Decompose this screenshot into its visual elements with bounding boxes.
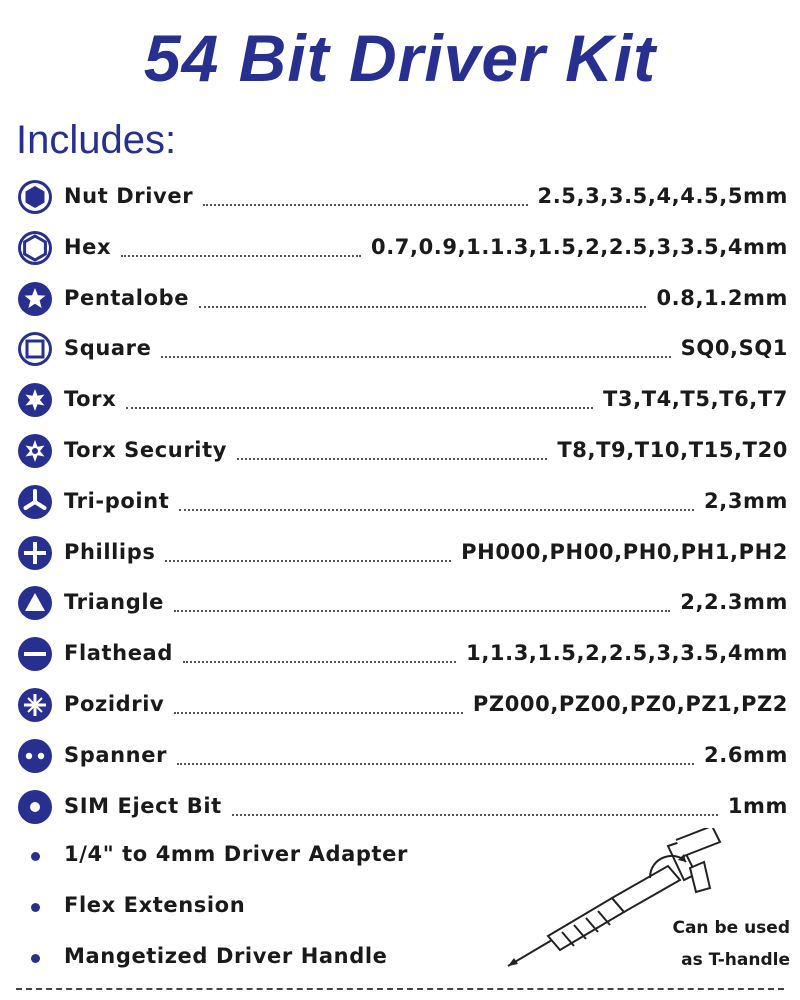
- bit-sizes: T3,T4,T5,T6,T7: [603, 387, 788, 412]
- bullet-dot-icon: [31, 852, 40, 861]
- accessory-label: Mangetized Driver Handle: [64, 944, 388, 968]
- bit-row: [0, 172, 800, 222]
- accessory-label: 1/4" to 4mm Driver Adapter: [64, 842, 408, 866]
- bit-label: Flathead: [64, 641, 173, 666]
- bit-label: Square: [64, 336, 152, 361]
- leader-dots: [165, 558, 451, 562]
- leader-dots: [174, 608, 670, 612]
- bit-row: [0, 426, 800, 476]
- bit-row: [0, 274, 800, 324]
- spanner-icon: [17, 738, 53, 774]
- bit-sizes: 2.5,3,3.5,4,4.5,5mm: [537, 184, 788, 208]
- page-title: 54 Bit Driver Kit: [143, 21, 657, 95]
- bit-label: Pozidriv: [64, 692, 165, 716]
- bit-sizes: 2.6mm: [704, 742, 788, 767]
- bit-sizes: T8,T9,T10,T15,T20: [557, 438, 788, 462]
- leader-dots: [232, 812, 718, 816]
- bit-label: Spanner: [64, 742, 168, 767]
- bit-label: Torx Security: [64, 438, 228, 462]
- bit-sizes: 1,1.3,1.5,2,2.5,3,3.5,4mm: [466, 641, 788, 666]
- bit-row: [0, 731, 800, 781]
- bit-sizes: SQ0,SQ1: [680, 336, 788, 361]
- bit-label: SIM Eject Bit: [64, 793, 222, 818]
- bit-sizes: PH000,PH00,PH0,PH1,PH2: [461, 539, 788, 564]
- hexagon-filled-icon: [17, 179, 53, 215]
- bit-sizes: PZ000,PZ00,PZ0,PZ1,PZ2: [472, 692, 788, 716]
- leader-dots: [179, 507, 694, 511]
- tri-point-icon: [17, 484, 53, 520]
- pentalobe-star-icon: [17, 281, 53, 317]
- bit-row: [0, 477, 800, 527]
- leader-dots: [237, 456, 547, 460]
- leader-dots: [203, 202, 528, 206]
- bit-sizes: 0.8,1.2mm: [656, 285, 788, 310]
- bit-row: [0, 680, 800, 730]
- leader-dots: [126, 405, 593, 409]
- t-handle-note-line1: Can be used: [672, 918, 790, 938]
- torx-security-icon: [17, 433, 53, 469]
- leader-dots: [199, 304, 646, 308]
- bit-label: Phillips: [64, 539, 156, 564]
- bullet-dot-icon: [31, 903, 40, 912]
- leader-dots: [177, 761, 694, 765]
- bit-label: Torx: [64, 387, 117, 412]
- bit-row: [0, 629, 800, 679]
- bit-label: Pentalobe: [64, 285, 190, 310]
- t-handle-note: [630, 912, 790, 976]
- leader-dots: [161, 354, 671, 358]
- leader-dots: [174, 710, 463, 714]
- bit-sizes: 2,3mm: [704, 488, 788, 513]
- flathead-icon: [17, 636, 53, 672]
- bit-row: [0, 223, 800, 273]
- bit-label: Nut Driver: [64, 184, 194, 208]
- leader-dots: [121, 253, 361, 257]
- includes-heading: Includes:: [16, 118, 177, 162]
- bit-label: Tri-point: [64, 488, 170, 513]
- pozidriv-icon: [17, 687, 53, 723]
- torx-icon: [17, 382, 53, 418]
- accessory-label: Flex Extension: [64, 893, 246, 917]
- triangle-icon: [17, 585, 53, 621]
- leader-dots: [183, 659, 456, 663]
- bit-row: [0, 782, 800, 832]
- bottom-dashed-divider: [16, 988, 784, 990]
- bit-row: [0, 578, 800, 628]
- bit-label: Triangle: [64, 590, 164, 615]
- hexagon-outline-icon: [17, 230, 53, 266]
- phillips-icon: [17, 535, 53, 571]
- bit-label: Hex: [64, 234, 112, 259]
- bullet-dot-icon: [31, 954, 40, 963]
- bit-row: [0, 528, 800, 578]
- square-icon: [17, 331, 53, 367]
- bit-sizes: 2,2.3mm: [680, 590, 788, 615]
- sim-eject-icon: [17, 789, 53, 825]
- bit-sizes: 0.7,0.9,1.1.3,1.5,2,2.5,3,3.5,4mm: [370, 234, 788, 259]
- bit-row: [0, 375, 800, 425]
- bit-row: [0, 324, 800, 374]
- t-handle-note-line2: as T-handle: [681, 950, 790, 970]
- bit-sizes: 1mm: [727, 793, 788, 818]
